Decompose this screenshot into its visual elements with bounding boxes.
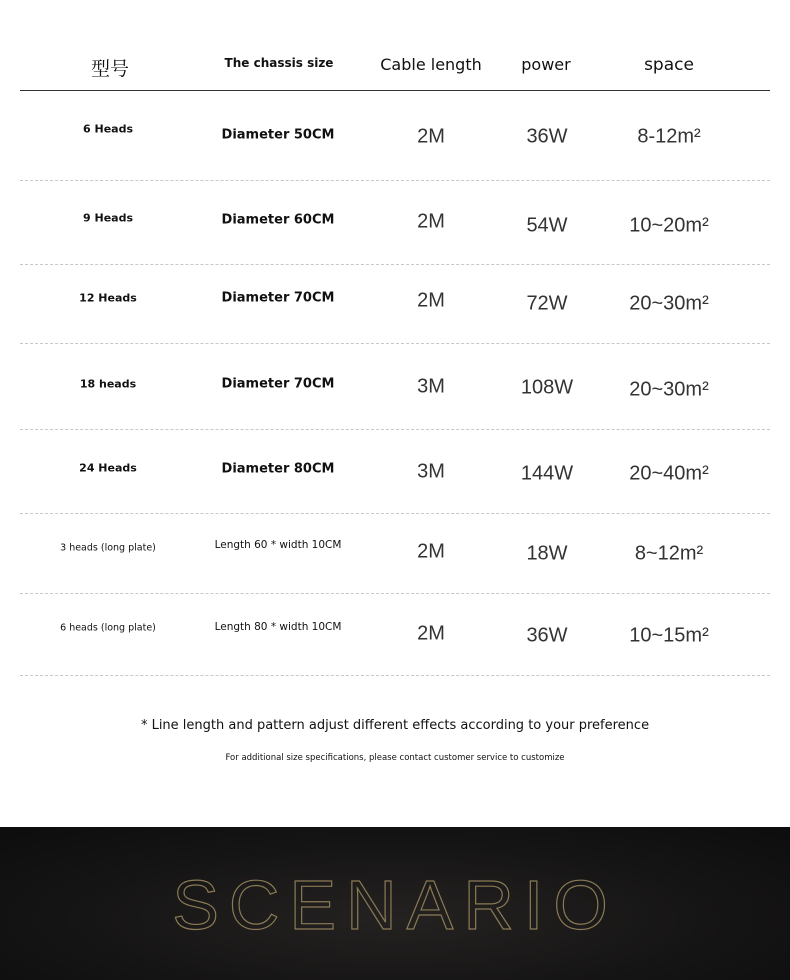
row-chassis: Diameter 50CM bbox=[221, 127, 335, 143]
row-cable: 3M bbox=[417, 375, 445, 398]
row-power: 36W bbox=[526, 624, 568, 647]
scenario-title: SCENARIO bbox=[172, 866, 618, 944]
row-space: 8~12m² bbox=[634, 542, 704, 565]
row-cable: 2M bbox=[417, 540, 445, 563]
row-space: 20~40m² bbox=[629, 462, 709, 485]
header-model: 型号 bbox=[90, 58, 130, 80]
table-row bbox=[20, 594, 770, 676]
row-model: 6 heads (long plate) bbox=[60, 622, 156, 634]
row-chassis: Length 60 * width 10CM bbox=[214, 539, 342, 551]
row-chassis: Length 80 * width 10CM bbox=[214, 621, 342, 633]
table-row bbox=[20, 514, 770, 594]
row-power: 18W bbox=[526, 542, 568, 565]
row-chassis: Diameter 70CM bbox=[221, 376, 335, 392]
header-power: power bbox=[521, 55, 571, 74]
row-cable: 2M bbox=[417, 622, 445, 645]
row-power: 54W bbox=[526, 214, 568, 237]
table-row bbox=[20, 90, 770, 181]
table-row bbox=[20, 344, 770, 430]
header-space: space bbox=[644, 55, 694, 75]
row-space: 8-12m² bbox=[637, 125, 701, 148]
note-contact: For additional size specifications, please contact customer service to customize bbox=[225, 753, 565, 763]
table-row bbox=[20, 181, 770, 265]
table-row bbox=[20, 265, 770, 344]
row-chassis: Diameter 80CM bbox=[221, 461, 335, 477]
row-model: 24 Heads bbox=[79, 461, 137, 475]
row-space: 20~30m² bbox=[629, 292, 709, 315]
row-power: 108W bbox=[520, 376, 574, 399]
header-cable-length: Cable length bbox=[380, 55, 482, 74]
table-header bbox=[20, 0, 770, 91]
row-cable: 2M bbox=[417, 289, 445, 312]
row-space: 20~30m² bbox=[629, 378, 709, 401]
row-power: 72W bbox=[526, 292, 568, 315]
row-power: 144W bbox=[520, 462, 574, 485]
header-chassis-size: The chassis size bbox=[224, 56, 334, 70]
row-cable: 2M bbox=[417, 210, 445, 233]
row-space: 10~20m² bbox=[629, 214, 709, 237]
row-model: 6 Heads bbox=[83, 122, 133, 136]
row-model: 18 heads bbox=[79, 377, 137, 391]
row-space: 10~15m² bbox=[629, 624, 709, 647]
note-preference: * Line length and pattern adjust different effects according to your preference bbox=[140, 718, 650, 733]
row-chassis: Diameter 70CM bbox=[221, 290, 335, 306]
row-cable: 3M bbox=[417, 460, 445, 483]
row-power: 36W bbox=[526, 125, 568, 148]
row-model: 3 heads (long plate) bbox=[60, 542, 156, 554]
row-model: 12 Heads bbox=[79, 291, 137, 305]
row-model: 9 Heads bbox=[83, 211, 133, 225]
row-chassis: Diameter 60CM bbox=[221, 212, 335, 228]
row-cable: 2M bbox=[417, 125, 445, 148]
scenario-banner bbox=[0, 827, 790, 980]
table-row bbox=[20, 430, 770, 514]
